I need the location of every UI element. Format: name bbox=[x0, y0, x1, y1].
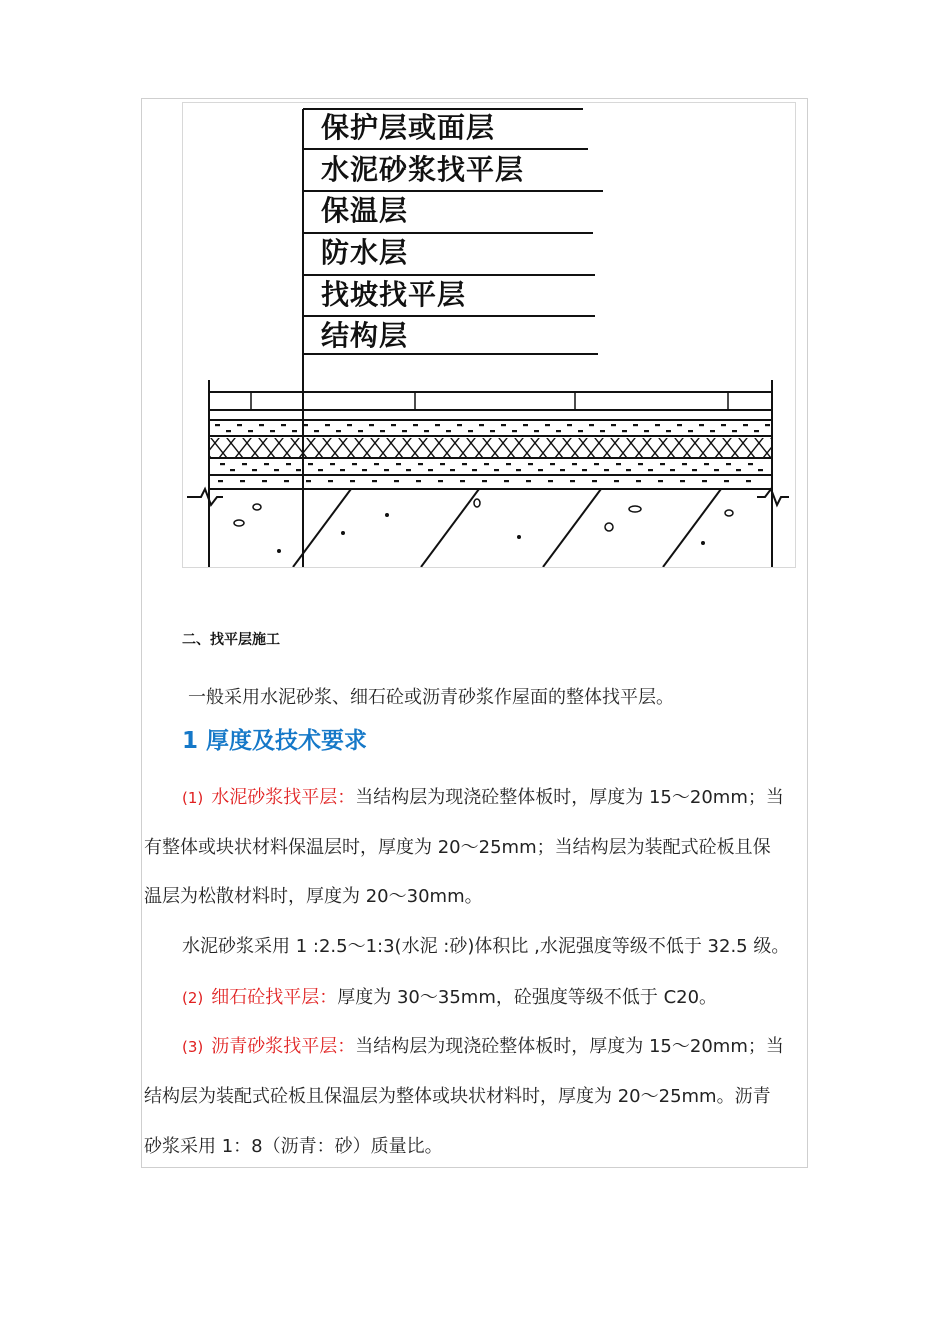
item-number: (1) bbox=[182, 789, 204, 807]
section-title: 二、找平层施工 bbox=[182, 632, 280, 648]
layer-label: 保温层 bbox=[321, 194, 409, 227]
item-name: 沥青砂浆找平层： bbox=[211, 1036, 356, 1057]
item-1-line: 有整体或块状材料保温层时，厚度为 20～25mm；当结构层为装配式砼板且保 bbox=[144, 837, 771, 858]
item-3-line: 结构层为装配式砼板且保温层为整体或块状材料时，厚度为 20～25mm。沥青 bbox=[144, 1086, 771, 1107]
item-text: 当结构层为现浇砼整体板时，厚度为 15～20mm；当 bbox=[355, 1036, 784, 1057]
roof-layers-figure bbox=[182, 102, 796, 568]
item-3-line: 砂浆采用 1：8（沥青：砂）质量比。 bbox=[144, 1136, 443, 1157]
layer-label: 找坡找平层 bbox=[321, 278, 467, 311]
item-3-line bbox=[182, 1032, 784, 1058]
item-name: 水泥砂浆找平层： bbox=[211, 787, 356, 808]
item-1-line: 温层为松散材料时，厚度为 20～30mm。 bbox=[144, 886, 483, 907]
intro-paragraph: 一般采用水泥砂浆、细石砼或沥青砂浆作屋面的整体找平层。 bbox=[188, 687, 674, 708]
item-number: (2) bbox=[182, 989, 204, 1007]
item-2-line bbox=[182, 983, 717, 1009]
cement-note: 水泥砂浆采用 1 :2.5～1:3(水泥 :砂)体积比 ,水泥强度等级不低于 32.5 级。 bbox=[182, 936, 790, 957]
item-name: 细石砼找平层： bbox=[211, 987, 338, 1008]
item-text: 厚度为 30～35mm，砼强度等级不低于 C20。 bbox=[337, 987, 718, 1008]
layer-label: 水泥砂浆找平层 bbox=[321, 153, 525, 186]
roof-section-diagram bbox=[183, 103, 795, 567]
layer-label: 防水层 bbox=[321, 236, 409, 269]
item-1-line bbox=[182, 783, 784, 809]
heading-thickness: 1 厚度及技术要求 bbox=[182, 728, 368, 754]
layer-label: 保护层或面层 bbox=[321, 111, 496, 144]
item-number: (3) bbox=[182, 1038, 204, 1056]
item-text: 当结构层为现浇砼整体板时，厚度为 15～20mm；当 bbox=[355, 787, 784, 808]
layer-label: 结构层 bbox=[321, 319, 409, 352]
